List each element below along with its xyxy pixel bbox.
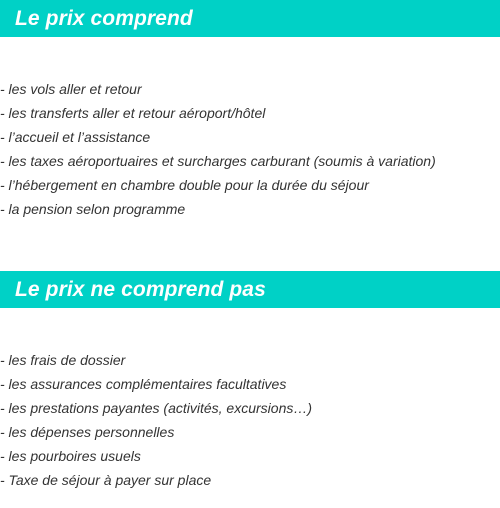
- list-item: - les frais de dossier: [0, 352, 126, 368]
- not-included-title: Le prix ne comprend pas: [15, 277, 266, 301]
- included-header: [0, 0, 500, 37]
- list-item: - les vols aller et retour: [0, 81, 142, 97]
- not-included-header: [0, 271, 500, 308]
- list-item: - l’hébergement en chambre double pour la durée du séjour: [0, 177, 369, 193]
- not-included-list: [0, 348, 312, 492]
- list-item: - l’accueil et l’assistance: [0, 129, 151, 145]
- list-item: - les prestations payantes (activités, excursions…): [0, 400, 313, 416]
- list-item: - Taxe de séjour à payer sur place: [0, 472, 212, 488]
- included-section: [0, 0, 500, 217]
- list-item: - les dépenses personnelles: [0, 424, 175, 440]
- list-item: - les assurances complémentaires facultatives: [0, 376, 287, 392]
- list-item: - les pourboires usuels: [0, 448, 141, 464]
- not-included-section: [0, 271, 500, 488]
- list-item: - les taxes aéroportuaires et surcharges carburant (soumis à variation): [0, 153, 436, 169]
- list-item: - les transferts aller et retour aéroport/hôtel: [0, 105, 266, 121]
- list-item: - la pension selon programme: [0, 201, 186, 217]
- included-list: [0, 77, 436, 221]
- included-title: Le prix comprend: [15, 6, 193, 30]
